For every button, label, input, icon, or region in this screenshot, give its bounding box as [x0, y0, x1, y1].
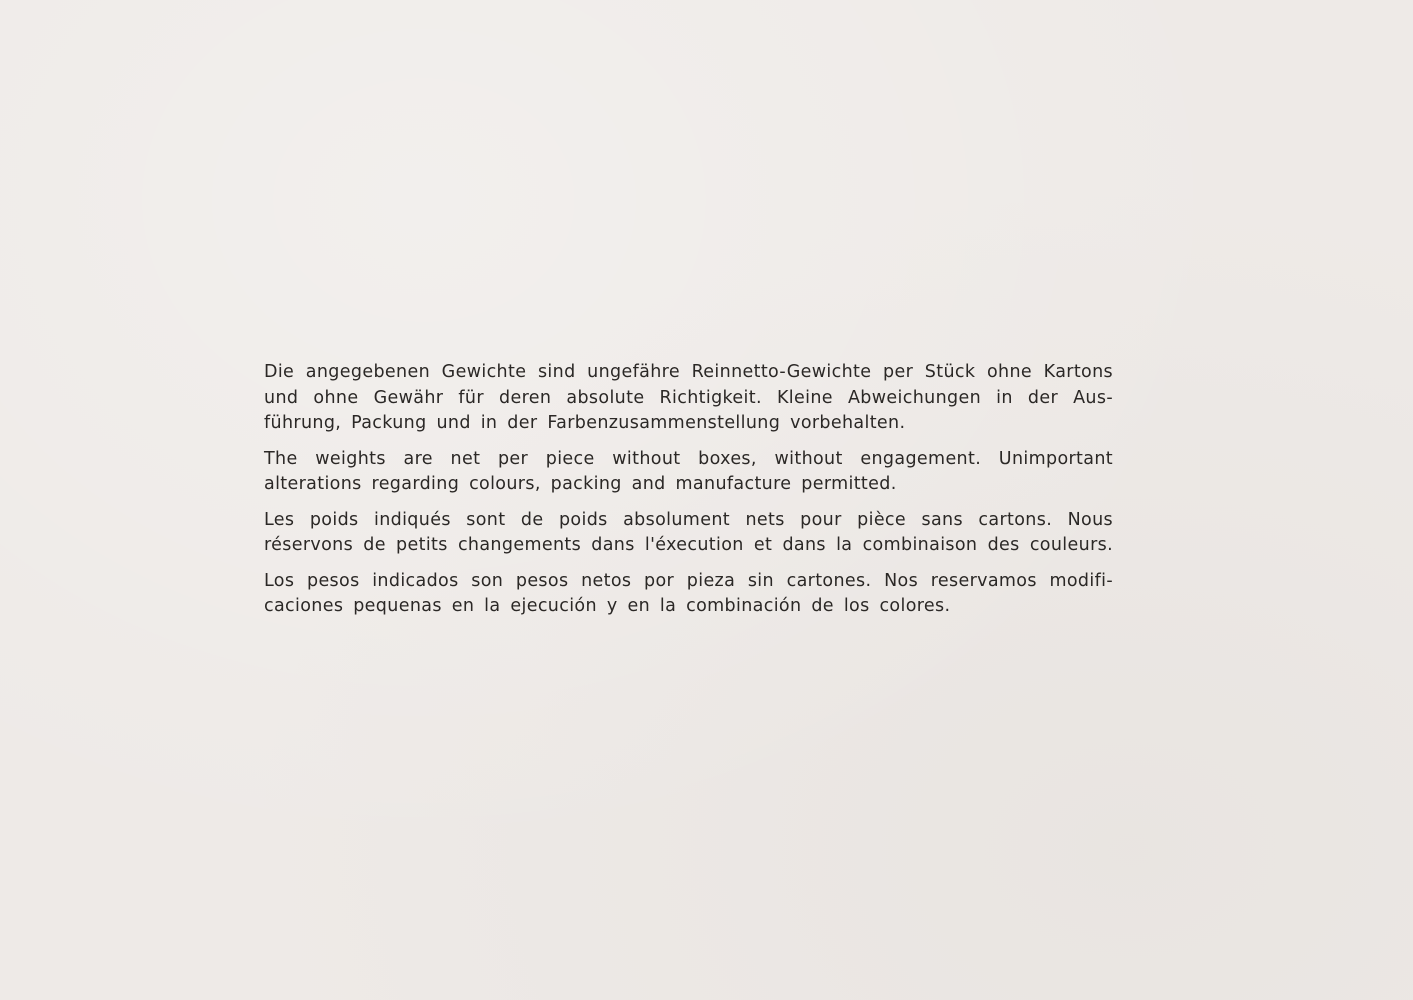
text-line: Die angegebenen Gewichte sind ungefähre Reinnetto-Gewichte per Stück ohne Kartons: [264, 362, 1113, 382]
disclaimer-paragraph-french: [264, 508, 1113, 559]
text-line: réservons de petits changements dans l'éxecution et dans la combinaison des couleurs.: [264, 535, 1113, 555]
text-line: führung, Packung und in der Farbenzusammenstellung vorbehalten.: [264, 413, 906, 433]
weights-disclaimer: [264, 360, 1113, 630]
text-line: Les poids indiqués sont de poids absolument nets pour pièce sans cartons. Nous: [264, 509, 1113, 530]
disclaimer-paragraph-spanish: [264, 569, 1113, 620]
text-line: The weights are net per piece without boxes, without engagement. Unimportant: [264, 448, 1113, 469]
disclaimer-paragraph-english: [264, 447, 1113, 498]
text-line: caciones pequenas en la ejecución y en la combinación de los colores.: [264, 596, 951, 616]
disclaimer-paragraph-german: [264, 360, 1113, 437]
text-line: und ohne Gewähr für deren absolute Richtigkeit. Kleine Abweichungen in der Aus-: [264, 387, 1113, 408]
text-line: alterations regarding colours, packing and manufacture permitted.: [264, 474, 897, 494]
text-line: Los pesos indicados son pesos netos por pieza sin cartones. Nos reservamos modifi-: [264, 570, 1113, 591]
